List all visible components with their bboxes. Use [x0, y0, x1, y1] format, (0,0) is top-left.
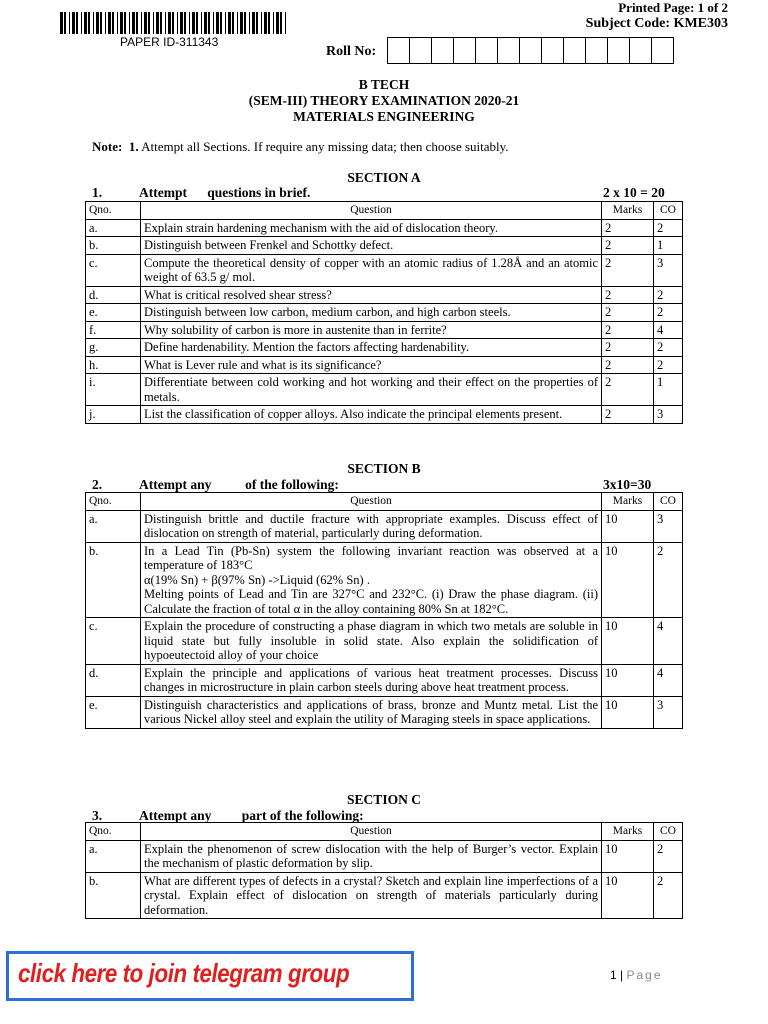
header-qno: Qno.: [86, 202, 141, 220]
question-text: Distinguish brittle and ductile fracture with appropriate examples. Discuss effect of dislocation on strength of material, particularly during deformation.: [141, 510, 602, 542]
degree-title: B TECH: [358, 77, 410, 92]
question-text: Why solubility of carbon is more in austenite than in ferrite?: [141, 321, 602, 339]
header-question: Question: [141, 823, 602, 841]
roll-no-box[interactable]: [563, 37, 586, 64]
table-row: [86, 406, 683, 424]
roll-no-boxes[interactable]: [388, 37, 674, 64]
table-row: [86, 356, 683, 374]
question-co: 3: [654, 406, 683, 424]
question-number: a.: [86, 219, 141, 237]
table-row: [86, 321, 683, 339]
note-number: 1.: [128, 139, 139, 154]
section-c-instruction: Attempt any part of the following:: [139, 808, 364, 823]
question-text: Distinguish characteristics and applications of brass, bronze and Muntz metal. List the various Nickel alloy steel and explain the utility of Maraging steels in space applications.: [141, 696, 602, 728]
question-marks: 2: [602, 304, 654, 322]
note-text: Attempt all Sections. If require any missing data; then choose suitably.: [141, 139, 509, 154]
table-row: [86, 237, 683, 255]
section-b-table: [85, 492, 683, 729]
question-text: Compute the theoretical density of copper with an atomic radius of 1.28Å and an atomic weight of 63.5 g/ mol.: [141, 254, 602, 286]
question-text: Define hardenability. Mention the factors affecting hardenability.: [141, 339, 602, 357]
telegram-link-button[interactable]: [6, 951, 414, 1001]
question-marks: 2: [602, 237, 654, 255]
question-marks: 2: [602, 406, 654, 424]
question-co: 4: [654, 321, 683, 339]
roll-no-box[interactable]: [585, 37, 608, 64]
question-text: What is Lever rule and what is its significance?: [141, 356, 602, 374]
note-label: Note:: [92, 139, 123, 154]
question-marks: 2: [602, 356, 654, 374]
table-row: [86, 840, 683, 872]
section-a-marks: 2 x 10 = 20: [603, 185, 665, 200]
question-co: 2: [654, 872, 683, 919]
table-header-row: [86, 493, 683, 511]
table-row: [86, 374, 683, 406]
section-b-title: SECTION B: [347, 461, 421, 476]
question-number: f.: [86, 321, 141, 339]
exam-title: (SEM-III) THEORY EXAMINATION 2020-21: [248, 93, 520, 108]
header-co: CO: [654, 823, 683, 841]
table-row: [86, 219, 683, 237]
question-number: j.: [86, 406, 141, 424]
question-number: b.: [86, 872, 141, 919]
question-text: Explain the phenomenon of screw dislocation with the help of Burger’s vector. Explain the mechanism of plastic deformation by slip.: [141, 840, 602, 872]
question-text: In a Lead Tin (Pb-Sn) system the following invariant reaction was observed at a temperature of 183°C α(19% Sn) + β(97% Sn) ->Liquid (62% Sn) . Melting points of Lead and Tin are 327°C and 232°C. (i) Draw the phase diagram. (ii) Calculate the fraction of total α in the alloy containing 80% Sn at 182°C.: [141, 542, 602, 618]
section-a-instruction: Attempt questions in brief.: [139, 185, 311, 200]
table-row: [86, 286, 683, 304]
table-row: [86, 254, 683, 286]
barcode-image: [60, 12, 288, 34]
roll-no-box[interactable]: [607, 37, 630, 64]
section-c-number: 3.: [92, 808, 103, 823]
question-number: b.: [86, 237, 141, 255]
question-text: What is critical resolved shear stress?: [141, 286, 602, 304]
question-co: 2: [654, 356, 683, 374]
question-marks: 10: [602, 840, 654, 872]
section-b-marks: 3x10=30: [603, 477, 652, 492]
roll-no-box[interactable]: [519, 37, 542, 64]
question-number: d.: [86, 664, 141, 696]
page-separator: |: [616, 968, 627, 982]
roll-no-label: Roll No:: [326, 44, 377, 59]
section-a-number: 1.: [92, 185, 103, 200]
roll-no-box[interactable]: [475, 37, 498, 64]
question-number: i.: [86, 374, 141, 406]
section-b-instruction: Attempt any of the following:: [139, 477, 339, 492]
question-co: 1: [654, 237, 683, 255]
page-footer: [610, 968, 663, 982]
header-marks: Marks: [602, 202, 654, 220]
question-co: 2: [654, 339, 683, 357]
header-co: CO: [654, 202, 683, 220]
question-marks: 10: [602, 542, 654, 618]
roll-no-box[interactable]: [409, 37, 432, 64]
table-row: [86, 510, 683, 542]
question-marks: 2: [602, 374, 654, 406]
question-text: Explain strain hardening mechanism with the aid of dislocation theory.: [141, 219, 602, 237]
question-co: 2: [654, 304, 683, 322]
roll-no-box[interactable]: [651, 37, 674, 64]
header-question: Question: [141, 493, 602, 511]
roll-no-box[interactable]: [497, 37, 520, 64]
table-header-row: [86, 823, 683, 841]
note: [92, 139, 509, 155]
question-marks: 2: [602, 219, 654, 237]
table-row: [86, 304, 683, 322]
question-number: c.: [86, 254, 141, 286]
printed-page: Printed Page: 1 of 2: [618, 0, 728, 15]
question-marks: 2: [602, 321, 654, 339]
section-a-table: [85, 201, 683, 424]
page-number: 1: [610, 968, 617, 982]
table-row: [86, 542, 683, 618]
header-marks: Marks: [602, 493, 654, 511]
subject-title: MATERIALS ENGINEERING: [293, 109, 475, 124]
header-qno: Qno.: [86, 493, 141, 511]
section-b-number: 2.: [92, 477, 103, 492]
header-question: Question: [141, 202, 602, 220]
question-marks: 10: [602, 872, 654, 919]
question-marks: 2: [602, 339, 654, 357]
header-qno: Qno.: [86, 823, 141, 841]
table-row: [86, 696, 683, 728]
question-marks: 10: [602, 618, 654, 665]
question-text: Explain the principle and applications of various heat treatment processes. Discuss changes in microstructure in plain carbon steels during above heat treatment process.: [141, 664, 602, 696]
question-co: 4: [654, 618, 683, 665]
question-number: e.: [86, 696, 141, 728]
question-number: e.: [86, 304, 141, 322]
question-co: 4: [654, 664, 683, 696]
page-word: Page: [626, 968, 663, 982]
question-text: Distinguish between Frenkel and Schottky defect.: [141, 237, 602, 255]
question-number: a.: [86, 510, 141, 542]
question-marks: 2: [602, 286, 654, 304]
question-marks: 10: [602, 664, 654, 696]
question-co: 3: [654, 510, 683, 542]
table-row: [86, 664, 683, 696]
section-c-table: [85, 822, 683, 919]
question-co: 2: [654, 286, 683, 304]
question-text: Explain the procedure of constructing a phase diagram in which two metals are soluble in liquid state but fully insoluble in solid state. Also explain the solidification of hypoeutectoid alloy of your choice: [141, 618, 602, 665]
paper-id: PAPER ID-311343: [120, 35, 219, 49]
question-co: 3: [654, 254, 683, 286]
question-number: a.: [86, 840, 141, 872]
telegram-link-text: click here to join telegram group: [18, 958, 350, 988]
question-text: Distinguish between low carbon, medium carbon, and high carbon steels.: [141, 304, 602, 322]
question-text: List the classification of copper alloys. Also indicate the principal elements present.: [141, 406, 602, 424]
question-co: 2: [654, 840, 683, 872]
section-c-title: SECTION C: [347, 792, 421, 807]
header-marks: Marks: [602, 823, 654, 841]
question-co: 2: [654, 542, 683, 618]
question-text: What are different types of defects in a crystal? Sketch and explain line imperfections of a crystal. Explain effect of dislocation on strength of materials particularly during deformation.: [141, 872, 602, 919]
roll-no-box[interactable]: [629, 37, 652, 64]
question-number: h.: [86, 356, 141, 374]
roll-no-box[interactable]: [541, 37, 564, 64]
question-marks: 10: [602, 696, 654, 728]
table-row: [86, 339, 683, 357]
table-row: [86, 618, 683, 665]
table-header-row: [86, 202, 683, 220]
table-row: [86, 872, 683, 919]
question-co: 3: [654, 696, 683, 728]
header-co: CO: [654, 493, 683, 511]
section-a-title: SECTION A: [347, 170, 421, 185]
roll-no-box[interactable]: [453, 37, 476, 64]
question-co: 1: [654, 374, 683, 406]
question-number: c.: [86, 618, 141, 665]
question-marks: 2: [602, 254, 654, 286]
question-text: Differentiate between cold working and hot working and their effect on the properties of metals.: [141, 374, 602, 406]
question-number: b.: [86, 542, 141, 618]
question-number: d.: [86, 286, 141, 304]
subject-code: Subject Code: KME303: [585, 16, 728, 31]
question-marks: 10: [602, 510, 654, 542]
roll-no-box[interactable]: [431, 37, 454, 64]
roll-no-box[interactable]: [387, 37, 410, 64]
question-number: g.: [86, 339, 141, 357]
question-co: 2: [654, 219, 683, 237]
